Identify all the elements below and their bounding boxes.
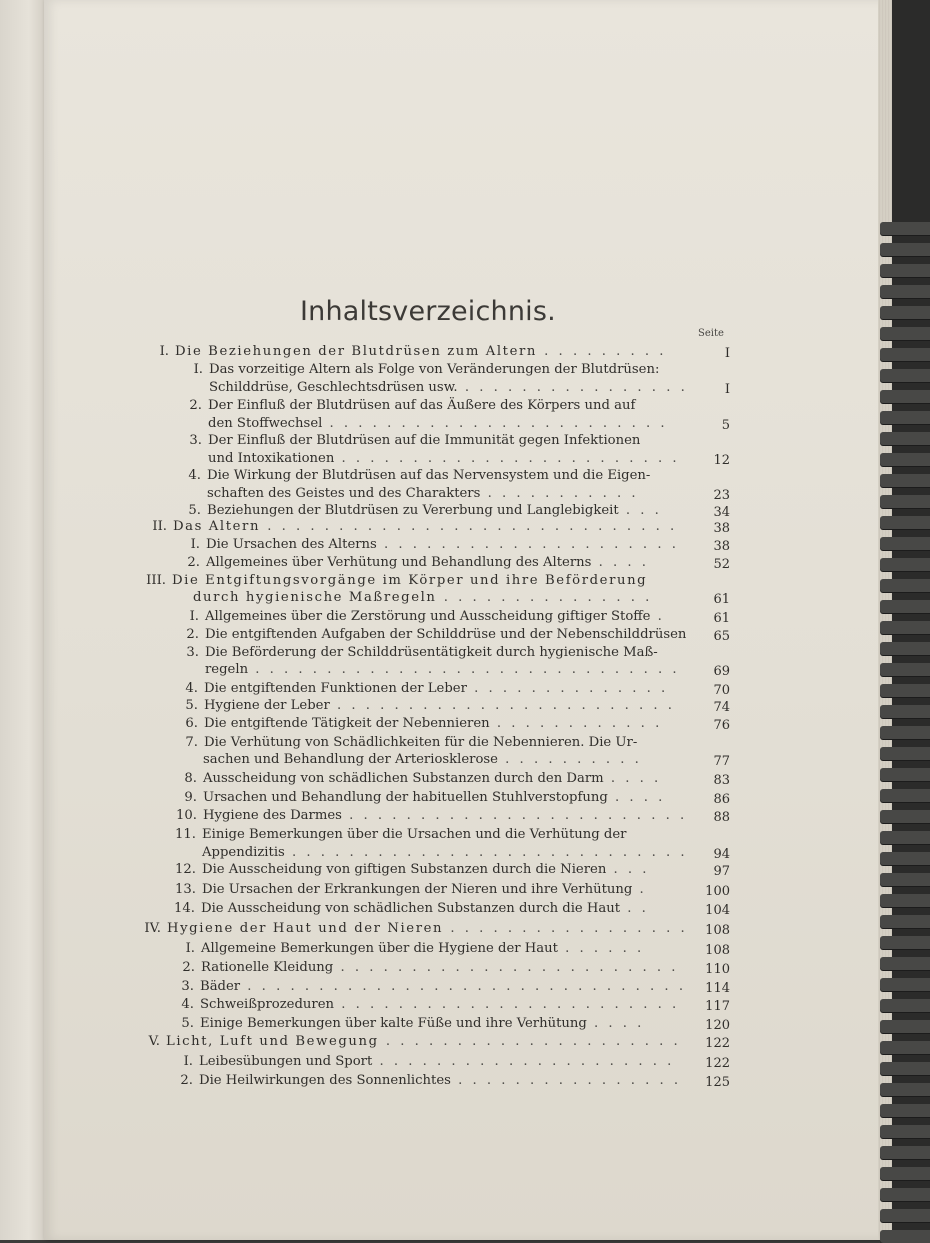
toc-entry-number: 4. [188, 468, 201, 483]
toc-entry-text: Die Ursachen des Alterns [206, 537, 377, 552]
toc-leader-dots: . . . . . . . . . . . . . . . . [457, 380, 688, 395]
toc-entry-line [209, 380, 688, 396]
toc-entry-text: Hygiene der Haut und der Nieren [167, 921, 444, 936]
toc-leader-dots: . . . . . . . . . . . . . . . . . . . . . . . . . . . . . [260, 519, 678, 534]
keyboard-key [880, 600, 930, 613]
toc-entry-number: 11. [175, 827, 196, 842]
keyboard-key [880, 1125, 930, 1138]
toc-entry-text: Einige Bemerkungen über die Ursachen und die Verhütung der [202, 827, 627, 842]
toc-leader-dots: . . . . . . . . . . . . . . . . . [443, 921, 688, 936]
toc-entry-text: Die Verhütung von Schädlichkeiten für die Nebennieren. Die Ur- [204, 735, 638, 750]
toc-entry-number: 2. [186, 627, 199, 642]
toc-entry-text: und Intoxikationen [208, 451, 335, 466]
toc-entry-line [181, 1016, 645, 1032]
toc-leader-dots: . . . . . . [557, 941, 645, 956]
toc-page-number: I [724, 346, 730, 361]
toc-entry-line [186, 645, 658, 661]
toc-entry-line [185, 941, 645, 957]
toc-entry-line [190, 537, 679, 553]
toc-leader-dots: . . . . . . . . . . . . . . . . . . . . . [372, 1054, 675, 1069]
toc-entry-text: Allgemeines über die Zerstörung und Ausscheidung giftiger Stoffe [205, 609, 651, 624]
toc-leader-dots: . . . . . . . . . . . . . . . . . . . . . . . . . . . . [284, 845, 688, 860]
toc-page-number: 108 [705, 943, 730, 958]
toc-entry-line [207, 486, 639, 502]
toc-leader-dots: . . . . . . . . . . . . . . . . . . . . . . . . . . . . . . . [240, 979, 687, 994]
keyboard-key [880, 474, 930, 487]
toc-page-number: 86 [713, 792, 730, 807]
keyboard-key [880, 789, 930, 802]
toc-entry-text: Hygiene des Darmes [203, 808, 342, 823]
toc-entry-number: 6. [185, 716, 198, 731]
toc-entry-text: schaften des Geistes und des Charakters [207, 486, 481, 501]
toc-section-line [144, 921, 688, 937]
toc-entry-text: Bäder [200, 979, 241, 994]
keyboard-key [880, 306, 930, 319]
toc-entry-line [185, 698, 675, 714]
toc-leader-dots: . . . . . . . . . . . . . . . . . . . . . . . . [341, 808, 688, 823]
toc-entry-number: IV. [144, 921, 161, 936]
keyboard-key [880, 348, 930, 361]
toc-entry-number: III. [146, 573, 166, 588]
toc-page-number: 94 [713, 847, 730, 862]
toc-entry-number: I. [193, 362, 203, 377]
keyboard-key [880, 705, 930, 718]
keyboard-key [880, 1083, 930, 1096]
toc-page-number: 52 [713, 557, 730, 572]
toc-page-number: 70 [713, 683, 730, 698]
keyboard-key [880, 642, 930, 655]
toc-entry-text: Allgemeines über Verhütung und Behandlung des Alterns [206, 555, 592, 570]
toc-entry-number: 2. [187, 555, 200, 570]
toc-entry-text: den Stoffwechsel [208, 416, 323, 431]
toc-page-number: 120 [705, 1018, 730, 1033]
toc-entry-number: 2. [180, 1073, 193, 1088]
toc-entry-line [185, 735, 638, 751]
toc-entry-number: V. [148, 1034, 160, 1049]
toc-entry-line [208, 451, 680, 467]
toc-entry-number: 13. [175, 882, 196, 897]
toc-section-line [146, 573, 648, 589]
keyboard-key [880, 1230, 930, 1243]
toc-entry-text: Hygiene der Leber [204, 698, 330, 713]
toc-entry-text: Leibesübungen und Sport [199, 1054, 373, 1069]
toc-leader-dots: . [632, 882, 647, 897]
toc-entry-text: Ausscheidung von schädlichen Substanzen durch den Darm [203, 771, 604, 786]
toc-leader-dots: . . . . . . . . . . . . . . . . . . . . . . . . [334, 997, 680, 1012]
toc-leader-dots: . [650, 609, 665, 624]
toc-entry-line [184, 771, 662, 787]
toc-page-number: 104 [705, 903, 730, 918]
toc-leader-dots: . . . . . . . . . . . . . . . . . . . . . . . . [334, 451, 680, 466]
toc-entry-text: Ursachen und Behandlung der habituellen Stuhlverstopfung [203, 790, 608, 805]
toc-page-number: 5 [721, 418, 730, 433]
toc-entry-text: Die Ausscheidung von schädlichen Substanzen durch die Haut [201, 901, 621, 916]
keyboard-key [880, 537, 930, 550]
toc-entry-line [180, 1073, 682, 1089]
toc-section-line [193, 590, 652, 606]
toc-leader-dots: . . . . . . . . . . . . . . . . . . . . . . . . [322, 416, 668, 431]
toc-leader-dots: . . . . [591, 555, 649, 570]
toc-page-number: 88 [713, 810, 730, 825]
keyboard-key [880, 495, 930, 508]
keyboard-key [880, 390, 930, 403]
toc-entry-line [208, 416, 668, 432]
keyboard-key [880, 663, 930, 676]
toc-entry-text: Die Heilwirkungen des Sonnenlichtes [199, 1073, 451, 1088]
toc-entry-number: 10. [176, 808, 197, 823]
toc-entry-line [175, 882, 647, 898]
toc-entry-text: Die Ausscheidung von giftigen Substanzen durch die Nieren [202, 862, 607, 877]
toc-entry-line [175, 862, 650, 878]
toc-leader-dots: . . . . [607, 790, 666, 805]
toc-leader-dots: . . . . . . . . . . . [480, 486, 639, 501]
toc-entry-number: 2. [189, 398, 202, 413]
toc-entry-number: 3. [181, 979, 194, 994]
toc-entry-text: Licht, Luft und Bewegung [166, 1034, 379, 1049]
toc-entry-number: 9. [184, 790, 197, 805]
keyboard-key [880, 264, 930, 277]
keyboard-key [880, 369, 930, 382]
toc-entry-number: I. [183, 1054, 193, 1069]
keyboard-key [880, 810, 930, 823]
toc-leader-dots: . . . . . . . . . . . . . . . . . . . . . . . . . . . . . . [248, 662, 680, 677]
toc-leader-dots: . . [620, 901, 649, 916]
toc-page-number: 61 [713, 592, 730, 607]
toc-entry-line [184, 790, 666, 806]
toc-entry-line [186, 627, 687, 643]
keyboard-key [880, 726, 930, 739]
keyboard-key [880, 747, 930, 760]
toc-entry-text: Die entgiftende Tätigkeit der Nebennieren [204, 716, 490, 731]
keyboard-key [880, 558, 930, 571]
toc-entry-number: 2. [182, 960, 195, 975]
keyboard-key [880, 327, 930, 340]
toc-entry-number: I. [159, 344, 169, 359]
toc-entry-line [189, 433, 641, 449]
toc-entry-number: I. [189, 609, 199, 624]
toc-entry-text: sachen und Behandlung der Arteriosklerose [203, 752, 498, 767]
toc-entry-line [202, 845, 688, 861]
toc-entry-text: Die Entgiftungsvorgänge im Körper und ihre Beförderung [172, 573, 648, 588]
toc-entry-number: 3. [189, 433, 202, 448]
toc-page-number: 69 [713, 664, 730, 679]
toc-entry-text: Beziehungen der Blutdrüsen zu Vererbung und Langlebigkeit [207, 503, 619, 518]
toc-entry-line [182, 960, 679, 976]
toc-page-number: 12 [713, 453, 730, 468]
toc-entry-number: II. [152, 519, 167, 534]
toc-entry-number: 12. [175, 862, 196, 877]
toc-page-number: 38 [713, 539, 730, 554]
toc-entry-text: Das vorzeitige Altern als Folge von Veränderungen der Blutdrüsen: [209, 362, 660, 377]
keyboard-key [880, 831, 930, 844]
toc-section-line [152, 519, 678, 535]
toc-page-number: 122 [705, 1036, 730, 1051]
toc-page-number: 97 [713, 864, 730, 879]
toc-entry-text: Die Ursachen der Erkrankungen der Nieren und ihre Verhütung [202, 882, 633, 897]
toc-entry-line [185, 681, 669, 697]
keyboard-key [880, 978, 930, 991]
toc-entry-text: Die entgiftenden Aufgaben der Schilddrüse und der Nebenschilddrüsen [205, 627, 687, 642]
keyboard-edge [892, 0, 930, 1240]
toc-entry-text: Der Einfluß der Blutdrüsen auf das Äußere des Körpers und auf [208, 398, 636, 413]
keyboard-key [880, 1167, 930, 1180]
toc-leader-dots: . . . . . . . . . . . . . . . . . . . . . . . . [333, 960, 679, 975]
keyboard-key [880, 894, 930, 907]
toc-page-number: 34 [713, 505, 730, 520]
keyboard-key [880, 936, 930, 949]
keyboard-key [880, 222, 930, 235]
keyboard-key [880, 852, 930, 865]
keyboard-key [880, 957, 930, 970]
keyboard-key [880, 453, 930, 466]
toc-entry-number: I. [190, 537, 200, 552]
toc-entry-line [193, 362, 660, 378]
toc-leader-dots: . . . . . . . . . . . . . . . . . . . . . [378, 1034, 681, 1049]
keyboard-key [880, 1209, 930, 1222]
toc-page-number: 65 [713, 629, 730, 644]
keyboard-key [880, 516, 930, 529]
keyboard-key [880, 999, 930, 1012]
toc-page-number: 117 [705, 999, 730, 1014]
keyboard-key [880, 1020, 930, 1033]
keyboard-key [880, 768, 930, 781]
keyboard-key [880, 1188, 930, 1201]
toc-page-number: 38 [713, 521, 730, 536]
toc-entry-line [188, 503, 662, 519]
toc-entry-line [187, 555, 649, 571]
toc-entry-line [176, 808, 688, 824]
toc-entry-text: Die entgiftenden Funktionen der Leber [204, 681, 467, 696]
toc-entry-number: 4. [185, 681, 198, 696]
toc-entry-text: Schweißprozeduren [200, 997, 335, 1012]
page-edges [878, 0, 892, 1240]
adjacent-page-strip [0, 0, 48, 1240]
toc-entry-text: Allgemeine Bemerkungen über die Hygiene der Haut [201, 941, 558, 956]
toc-entry-text: Die Wirkung der Blutdrüsen auf das Nervensystem und die Eigen- [207, 468, 651, 483]
keyboard-key [880, 285, 930, 298]
toc-entry-text: Einige Bemerkungen über kalte Füße und ihre Verhütung [200, 1016, 587, 1031]
toc-page-number: 110 [705, 962, 730, 977]
toc-entry-text: Der Einfluß der Blutdrüsen auf die Immunität gegen Infektionen [208, 433, 641, 448]
keyboard-key [880, 432, 930, 445]
toc-entry-text: Rationelle Kleidung [201, 960, 334, 975]
toc-entry-line [174, 901, 649, 917]
toc-leader-dots: . . . . [586, 1016, 645, 1031]
toc-page-number: 83 [713, 773, 730, 788]
toc-leader-dots: . . . . . . . . . . . . [489, 716, 663, 731]
keyboard-key [880, 873, 930, 886]
toc-entry-text: Schilddrüse, Geschlechtsdrüsen usw. [209, 380, 458, 395]
toc-entry-text: Die Beziehungen der Blutdrüsen zum Altern [175, 344, 537, 359]
toc-leader-dots: . . . . . . . . . . . . . . . . [450, 1073, 682, 1088]
keyboard-key [880, 579, 930, 592]
toc-entry-number: 7. [185, 735, 198, 750]
toc-section-line [148, 1034, 681, 1050]
toc-entry-text: Das Altern [173, 519, 261, 534]
toc-page-number: I [724, 382, 730, 397]
toc-leader-dots: . . . . . . . . . . [497, 752, 642, 767]
toc-leader-dots: . . . . . . . . . . . . . . . [436, 590, 653, 605]
toc-entry-line [205, 662, 680, 678]
toc-entry-line [185, 716, 663, 732]
toc-entry-text: durch hygienische Maßregeln [193, 590, 437, 605]
toc-entry-line [175, 827, 627, 843]
toc-entry-line [189, 609, 665, 625]
toc-entry-line [188, 468, 651, 484]
keyboard-key [880, 684, 930, 697]
toc-entry-line [203, 752, 642, 768]
toc-leader-dots: . . . . . . . . . . . . . . . . . . . . . [376, 537, 679, 552]
toc-entry-number: 4. [181, 997, 194, 1012]
toc-entry-number: 5. [181, 1016, 194, 1031]
toc-leader-dots: . . . . . . . . . . . . . . . . . . . . . . . . [329, 698, 675, 713]
toc-entry-text: Die Beförderung der Schilddrüsentätigkeit durch hygienische Maß- [205, 645, 658, 660]
keyboard-key [880, 411, 930, 424]
toc-page-number: 76 [713, 718, 730, 733]
toc-section-line [159, 344, 667, 360]
toc-entry-number: 14. [174, 901, 195, 916]
toc-leader-dots: . . . . . . . . . . . . . . [466, 681, 669, 696]
toc-entry-text: Appendizitis [202, 845, 285, 860]
toc-entry-number: I. [185, 941, 195, 956]
page-column-header: Seite [698, 328, 724, 339]
toc-entry-number: 8. [184, 771, 197, 786]
toc-leader-dots: . . . [606, 862, 650, 877]
keyboard-key [880, 1104, 930, 1117]
keyboard-key [880, 243, 930, 256]
toc-title: Inhaltsverzeichnis. [300, 296, 556, 327]
keyboard-key [880, 1146, 930, 1159]
toc-page-number: 125 [705, 1075, 730, 1090]
toc-entry-line [189, 398, 636, 414]
keyboard-key [880, 1062, 930, 1075]
toc-page-number: 61 [713, 611, 730, 626]
toc-page-number: 122 [705, 1056, 730, 1071]
toc-entry-line [183, 1054, 675, 1070]
toc-entry-line [181, 997, 680, 1013]
toc-page-number: 108 [705, 923, 730, 938]
toc-page-number: 23 [713, 488, 730, 503]
toc-page-number: 74 [713, 700, 730, 715]
toc-page-number: 114 [705, 981, 730, 996]
toc-page-number: 100 [705, 884, 730, 899]
toc-entry-number: 5. [185, 698, 198, 713]
toc-entry-number: 5. [188, 503, 201, 518]
toc-entry-number: 3. [186, 645, 199, 660]
toc-entry-text: regeln [205, 662, 249, 677]
keyboard-key [880, 915, 930, 928]
toc-entry-line [181, 979, 687, 995]
toc-leader-dots: . . . . . . . . . [536, 344, 667, 359]
keyboard-key [880, 621, 930, 634]
keyboard-key [880, 1041, 930, 1054]
toc-leader-dots: . . . [618, 503, 662, 518]
toc-leader-dots: . . . . [603, 771, 662, 786]
toc-page-number: 77 [713, 754, 730, 769]
